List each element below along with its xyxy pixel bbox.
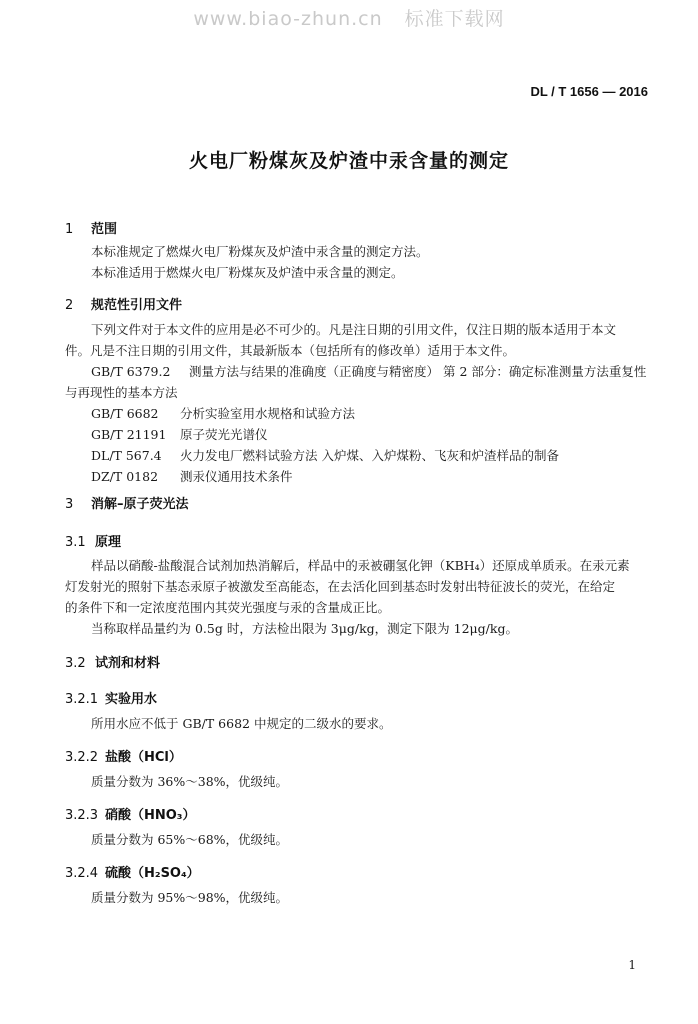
section-title: 范围 — [91, 222, 118, 237]
reference-code: GB/T 6682 — [91, 406, 159, 421]
section-number: 3.2.3 — [65, 808, 99, 823]
paragraph-continuation: 灯发射光的照射下基态汞原子被激发至高能态，在去活化回到基态时发射出特征波长的荧光，在给定 — [65, 579, 616, 594]
reference-title: 测汞仪通用技术条件 — [180, 469, 293, 484]
watermark-site-name: 标准下载网 — [404, 8, 505, 30]
section-number: 2 — [65, 298, 74, 313]
section-number: 3.2.2 — [65, 750, 99, 765]
reference-item — [91, 361, 646, 382]
reference-code: GB/T 6379.2 — [91, 364, 171, 379]
page-number: 1 — [628, 958, 636, 972]
section-title: 原理 — [95, 535, 122, 550]
paragraph: 质量分数为 36%～38%，优级纯。 — [91, 774, 289, 789]
section-title: 盐酸（HCl） — [105, 750, 182, 765]
reference-item — [91, 466, 293, 487]
reference-code: DL/T 567.4 — [91, 448, 162, 463]
watermark-url: www.biao-zhun.cn — [193, 8, 383, 30]
section-3-2-2-heading — [65, 746, 182, 765]
section-number: 3.2.1 — [65, 692, 99, 707]
paragraph: 本标准适用于燃煤火电厂粉煤灰及炉渣中汞含量的测定。 — [91, 265, 404, 280]
section-3-2-3-heading — [65, 804, 196, 823]
watermark — [0, 4, 698, 31]
section-title: 硝酸（HNO₃） — [105, 808, 196, 823]
reference-code: GB/T 21191 — [91, 427, 167, 442]
document-title: 火电厂粉煤灰及炉渣中汞含量的测定 — [188, 150, 509, 172]
paragraph-continuation: 件。凡是不注日期的引用文件，其最新版本（包括所有的修改单）适用于本文件。 — [65, 343, 516, 358]
section-2-heading — [65, 294, 182, 313]
paragraph: 质量分数为 95%～98%，优级纯。 — [91, 890, 289, 905]
section-3-2-heading — [65, 652, 160, 671]
paragraph: 下列文件对于本文件的应用是必不可少的。凡是注日期的引用文件，仅注日期的版本适用于本文 — [91, 322, 617, 337]
paragraph: 所用水应不低于 GB/T 6682 中规定的二级水的要求。 — [91, 716, 392, 731]
section-number: 3.1 — [65, 535, 86, 550]
paragraph-continuation: 的条件下和一定浓度范围内其荧光强度与汞的含量成正比。 — [65, 600, 391, 615]
reference-title: 测量方法与结果的准确度（正确度与精密度） 第 2 部分：确定标准测量方法重复性 — [189, 364, 647, 379]
section-title: 规范性引用文件 — [91, 298, 183, 313]
section-title: 消解–原子荧光法 — [91, 497, 189, 512]
section-number: 3.2 — [65, 656, 86, 671]
section-1-heading — [65, 218, 117, 237]
reference-item — [91, 445, 559, 466]
section-title: 试剂和材料 — [95, 656, 161, 671]
section-number: 3.2.4 — [65, 866, 99, 881]
paragraph: 当称取样品量约为 0.5g 时，方法检出限为 3μg/kg，测定下限为 12μg/kg。 — [91, 621, 518, 636]
section-number: 1 — [65, 222, 74, 237]
section-3-2-4-heading — [65, 862, 200, 881]
document-number: DL / T 1656 — 2016 — [530, 84, 648, 99]
section-number: 3 — [65, 497, 74, 512]
paragraph: 本标准规定了燃煤火电厂粉煤灰及炉渣中汞含量的测定方法。 — [91, 244, 429, 259]
section-3-1-heading — [65, 531, 121, 550]
reference-title: 分析实验室用水规格和试验方法 — [180, 406, 356, 421]
paragraph: 样品以硝酸-盐酸混合试剂加热消解后，样品中的汞被硼氢化钾（KBH₄）还原成单质汞。在汞元素 — [91, 558, 630, 573]
reference-item — [91, 424, 268, 445]
reference-item — [91, 403, 355, 424]
section-3-2-1-heading — [65, 688, 157, 707]
reference-title: 原子荧光光谱仪 — [180, 427, 268, 442]
section-title: 硫酸（H₂SO₄） — [105, 866, 200, 881]
reference-title-continuation: 与再现性的基本方法 — [65, 385, 178, 400]
reference-code: DZ/T 0182 — [91, 469, 159, 484]
section-3-heading — [65, 493, 189, 512]
reference-title: 火力发电厂燃料试验方法 入炉煤、入炉煤粉、飞灰和炉渣样品的制备 — [180, 448, 559, 463]
paragraph: 质量分数为 65%～68%，优级纯。 — [91, 832, 289, 847]
section-title: 实验用水 — [105, 692, 158, 707]
